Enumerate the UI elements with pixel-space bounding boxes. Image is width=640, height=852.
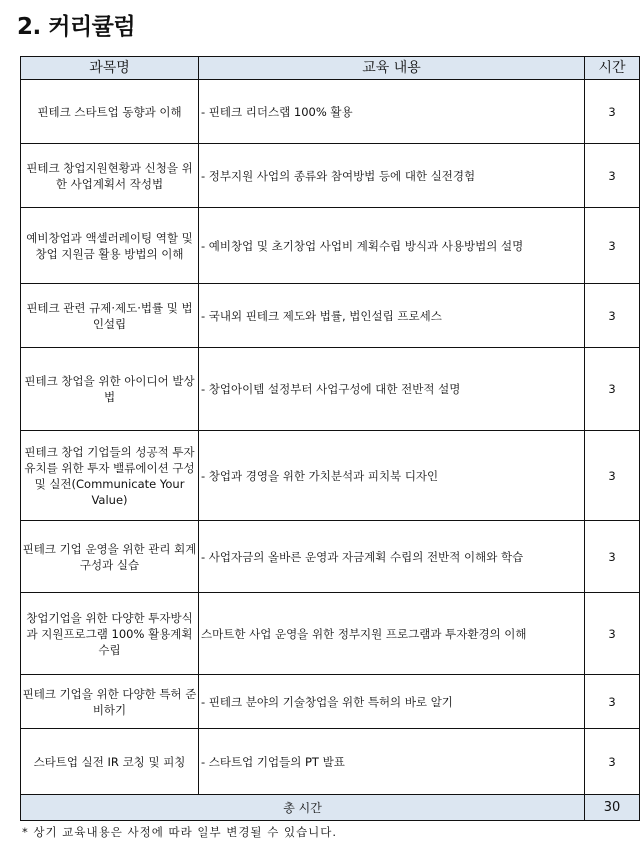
- table-row: [21, 729, 640, 795]
- table-row: [21, 284, 640, 348]
- table-row: [21, 208, 640, 284]
- hours-cell: 3: [585, 675, 640, 729]
- table-row: [21, 593, 640, 675]
- hours-cell: 3: [585, 593, 640, 675]
- table-row: [21, 675, 640, 729]
- subject-cell: 스타트업 실전 IR 코칭 및 피칭: [21, 729, 199, 795]
- header-hours: 시간: [585, 57, 640, 80]
- table-row: [21, 144, 640, 208]
- content-cell: - 스타트업 기업들의 PT 발표: [199, 729, 585, 795]
- content-cell: - 창업아이템 설정부터 사업구성에 대한 전반적 설명: [199, 348, 585, 431]
- hours-cell: 3: [585, 348, 640, 431]
- table-header-row: [21, 57, 640, 80]
- hours-cell: 3: [585, 521, 640, 593]
- total-label: 총 시간: [21, 795, 585, 821]
- header-content: 교육 내용: [199, 57, 585, 80]
- table-row: [21, 348, 640, 431]
- hours-cell: 3: [585, 208, 640, 284]
- hours-cell: 3: [585, 729, 640, 795]
- hours-cell: 3: [585, 144, 640, 208]
- content-cell: - 창업과 경영을 위한 가치분석과 피치북 디자인: [199, 431, 585, 521]
- subject-cell: 핀테크 관련 규제·제도·법률 및 법인설립: [21, 284, 199, 348]
- subject-cell: 핀테크 기업을 위한 다양한 특허 준비하기: [21, 675, 199, 729]
- subject-cell: 창업기업을 위한 다양한 투자방식과 지원프로그램 100% 활용계획 수립: [21, 593, 199, 675]
- subject-cell: 핀테크 창업을 위한 아이디어 발상법: [21, 348, 199, 431]
- subject-cell: 핀테크 기업 운영을 위한 관리 회계 구성과 실습: [21, 521, 199, 593]
- total-hours: 30: [585, 795, 640, 821]
- table-row: [21, 80, 640, 144]
- hours-cell: 3: [585, 80, 640, 144]
- total-row: [21, 795, 640, 821]
- content-cell: - 핀테크 분야의 기술창업을 위한 특허의 바로 알기: [199, 675, 585, 729]
- table-row: [21, 521, 640, 593]
- content-cell: - 정부지원 사업의 종류와 참여방법 등에 대한 실전경험: [199, 144, 585, 208]
- subject-cell: 핀테크 창업지원현황과 신청을 위한 사업계획서 작성법: [21, 144, 199, 208]
- hours-cell: 3: [585, 284, 640, 348]
- section-title: 2. 커리큘럼: [17, 14, 136, 40]
- subject-cell: 핀테크 창업 기업들의 성공적 투자 유치를 위한 투자 밸류에이션 구성 및 실전(Communicate Your Value): [21, 431, 199, 521]
- hours-cell: 3: [585, 431, 640, 521]
- footnote: * 상기 교육내용은 사정에 따라 일부 변경될 수 있습니다.: [22, 825, 338, 839]
- subject-cell: 핀테크 스타트업 동향과 이해: [21, 80, 199, 144]
- content-cell: - 국내외 핀테크 제도와 법률, 법인설립 프로세스: [199, 284, 585, 348]
- header-subject: 과목명: [21, 57, 199, 80]
- table-row: [21, 431, 640, 521]
- curriculum-table: [20, 56, 640, 821]
- content-cell: - 예비창업 및 초기창업 사업비 계획수립 방식과 사용방법의 설명: [199, 208, 585, 284]
- content-cell: - 핀테크 리더스랩 100% 활용: [199, 80, 585, 144]
- subject-cell: 예비창업과 액셀러레이팅 역할 및 창업 지원금 활용 방법의 이해: [21, 208, 199, 284]
- content-cell: 스마트한 사업 운영을 위한 정부지원 프로그램과 투자환경의 이해: [199, 593, 585, 675]
- content-cell: - 사업자금의 올바른 운영과 자금계획 수립의 전반적 이해와 학습: [199, 521, 585, 593]
